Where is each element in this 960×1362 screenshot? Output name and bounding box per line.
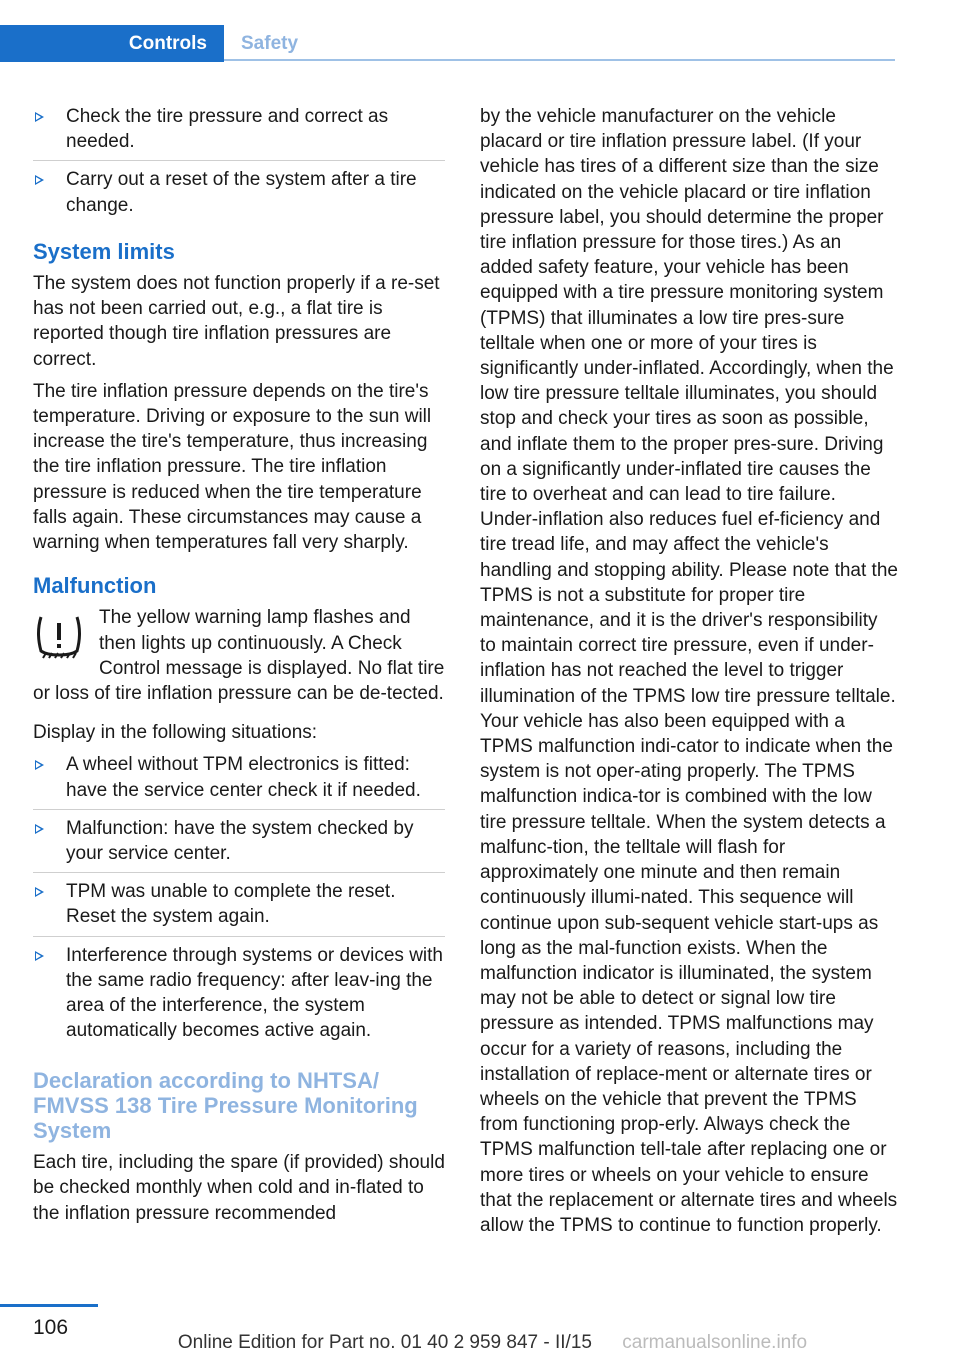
watermark-text: carmanualsonline.info	[622, 1332, 808, 1353]
page-number: 106	[33, 1316, 69, 1339]
triangle-bullet-icon	[35, 951, 44, 961]
footer-rule	[0, 1304, 98, 1307]
malfunction-warning	[33, 605, 445, 706]
triangle-bullet-icon	[35, 887, 44, 897]
list-item: Carry out a reset of the system after a tire change.	[33, 167, 445, 223]
list-item: A wheel without TPM electronics is fitted: have the service center check it if needed.	[33, 752, 445, 809]
tire-pressure-warning-icon	[33, 611, 85, 663]
left-column	[33, 104, 445, 1233]
triangle-bullet-icon	[35, 112, 44, 122]
section-heading-system-limits: System limits	[33, 238, 175, 264]
triangle-bullet-icon	[35, 824, 44, 834]
list-item: TPM was unable to complete the reset. Reset the system again.	[33, 879, 445, 936]
header-bar	[0, 0, 895, 62]
section-heading-malfunction: Malfunction	[33, 573, 157, 599]
triangle-bullet-icon	[35, 175, 44, 185]
paragraph: by the vehicle manufacturer on the vehicle placard or tire inflation pressure label. (If your vehicle has tires of a different size than the size indicated on the vehicle placard or tire inflation pressure label, you should determine the proper tire inflation pressure for those tires.) As an added safety feature, your vehicle has been equipped with a tire pressure monitoring system (TPMS) that illuminates a low tire pres‐sure telltale when one or more of your tires is significantly under-inflated. Accordingly, when the low tire pressure telltale illuminates, you should stop and check your tires as soon as possible, and inflate them to the proper pres‐sure. Driving on a significantly under-inflated tire causes the tire to overheat and can lead to tire failure. Under-inflation also reduces fuel ef‐ficiency and tire tread life, and may affect the vehicle's handling and stopping ability. Please note that the TPMS is not a substitute for proper tire maintenance, and it is the driver's responsibility to maintain correct tire pressure, even if under-inflation has not reached the level to trigger illumination of the TPMS low tire pressure telltale. Your vehicle has also been equipped with a TPMS malfunction indi‐cator to indicate when the system is not oper‐ating properly. The TPMS malfunction indica‐tor is combined with the low tire pressure telltale. When the system detects a malfunc‐tion, the telltale will flash for approximately one minute and then remain continuously illumi‐nated. This sequence will continue upon sub‐sequent vehicle start-ups as long as the mal‐function exists. When the malfunction indicator is illuminated, the system may not be able to detect or signal low tire pressure as intended. TPMS malfunctions may occur for a variety of reasons, including the installation of replace‐ment or alternate tires or wheels on the vehicle that prevent the TPMS from functioning prop‐erly. Always check the TPMS malfunction tell‐tale after replacing one or more tires or wheels on your vehicle to ensure that the replacement or alternate tires and wheels allow the TPMS to continue to function properly.	[480, 106, 898, 1236]
list-item: Check the tire pressure and correct as needed.	[33, 104, 445, 161]
tab-controls[interactable]: Controls	[0, 25, 224, 62]
list-item: Interference through systems or devices with the same radio frequency: after leav‐ing the area of the interference, the system automatically becomes active again.	[33, 943, 445, 1050]
tire-check-list	[33, 104, 445, 224]
list-item: Malfunction: have the system checked by your service center.	[33, 816, 445, 873]
edition-text: Online Edition for Part no. 01 40 2 959 847 - II/15	[177, 1332, 592, 1353]
right-column	[480, 104, 898, 1245]
situations-list	[33, 752, 445, 1049]
paragraph: Each tire, including the spare (if provided) should be checked monthly when cold and in‐flated to the inflation pressure recommended	[33, 1152, 445, 1224]
warning-description: The yellow warning lamp flashes and then lights up continuously. A Check Control message is displayed. No flat tire or loss of tire inflation pressure can be de‐tected.	[33, 607, 445, 705]
section-heading-declaration: Declaration according to NHTSA/ FMVSS 138 Tire Pressure Monitoring System	[33, 1067, 418, 1143]
triangle-bullet-icon	[35, 760, 44, 770]
paragraph: The system does not function properly if a re‐set has not been carried out, e.g., a flat tire is reported though tire inflation pressures are correct.	[33, 273, 440, 370]
tab-divider	[224, 59, 895, 61]
edition-line	[0, 1332, 960, 1354]
paragraph: The tire inflation pressure depends on the tire's temperature. Driving or exposure to the sun will increase the tire's temperature, thus increasing the tire inflation pressure. The tire inflation pressure is reduced when the tire temperature falls again. These circumstances may cause a warning when temperatures fall very sharply.	[33, 380, 432, 554]
display-intro: Display in the following situations:	[33, 722, 318, 744]
tab-safety[interactable]: Safety	[241, 32, 299, 54]
